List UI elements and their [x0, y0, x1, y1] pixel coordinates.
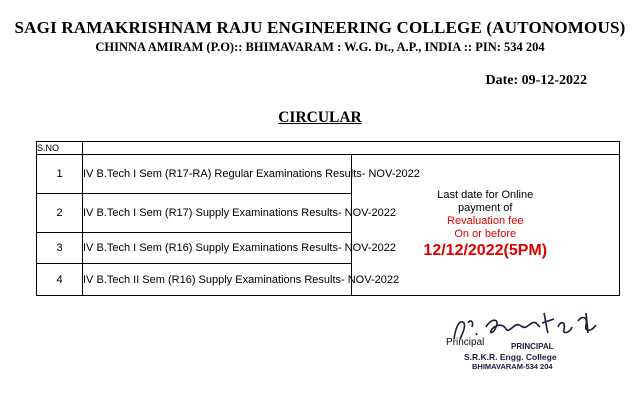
circular-date: Date: 09-12-2022 [485, 73, 587, 88]
row-sno: 1 [37, 155, 83, 194]
seal-title: PRINCIPAL [511, 342, 554, 351]
row-description: IV B.Tech I Sem (R16) Supply Examinations Results- NOV-2022 [83, 233, 352, 264]
row-sno: 2 [37, 194, 83, 233]
principal-label: Principal [446, 337, 485, 348]
note-line3: Revaluation fee [447, 215, 524, 227]
row-description: IV B.Tech I Sem (R17) Supply Examinations Results- NOV-2022 [83, 194, 352, 233]
circular-title: CIRCULAR [278, 109, 362, 126]
note-line1: Last date for Online [437, 189, 534, 201]
note-line2: payment of [458, 202, 513, 214]
row-sno: 3 [37, 233, 83, 264]
note-line4: On or before [454, 228, 517, 240]
college-name: SAGI RAMAKRISHNAM RAJU ENGINEERING COLLEGE (AUTONOMOUS) [14, 18, 626, 37]
principal-signature-seal [446, 305, 606, 377]
row-description: IV B.Tech I Sem (R17-RA) Regular Examinations Results- NOV-2022 [83, 155, 352, 194]
row-description: IV B.Tech II Sem (R16) Supply Examinations Results- NOV-2022 [83, 264, 352, 296]
college-address: CHINNA AMIRAM (P.O):: BHIMAVARAM : W.G. Dt., A.P., INDIA :: PIN: 534 204 [95, 40, 545, 54]
table-row [37, 155, 620, 194]
seal-city: BHIMAVARAM-534 204 [472, 362, 553, 371]
row-sno: 4 [37, 264, 83, 296]
note-deadline: 12/12/2022(5PM) [423, 242, 548, 259]
seal-college: S.R.K.R. Engg. College [464, 352, 557, 362]
table-header-row [37, 142, 620, 155]
blank-header [83, 142, 620, 155]
sno-header: S.NO [37, 142, 83, 155]
results-table [36, 141, 620, 296]
